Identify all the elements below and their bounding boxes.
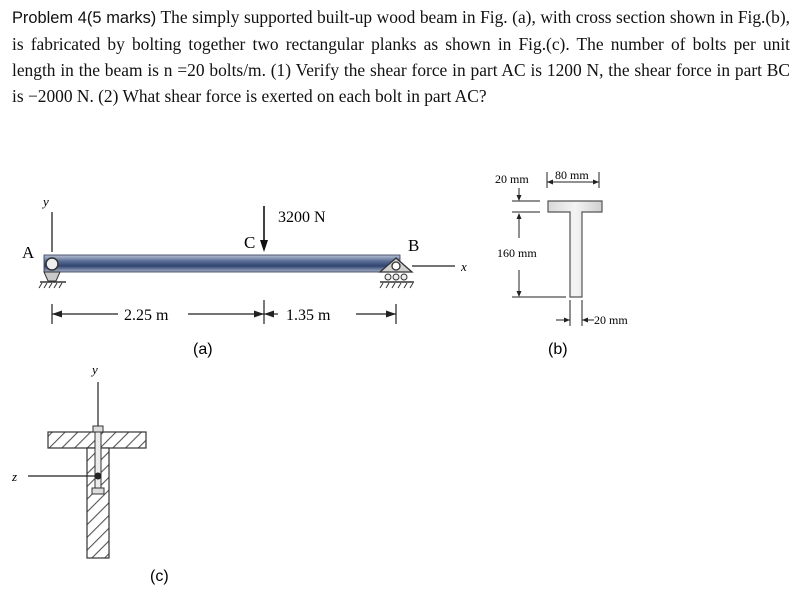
- dim-ac-label: 2.25 m: [124, 307, 169, 324]
- problem-body: The simply supported built-up wood beam in Fig. (a), with cross section shown in Fig.(b), is fabricated by bolting together two rectangular planks as shown in Fig.(c). The number of bolts per unit length in the beam is n =20 bolts/m. (1) Verify the shear force in part AC is 1200 N, the shear force in part BC is −2000 N. (2) What shear force is exerted on each bolt in part AC?: [12, 7, 791, 106]
- dim-web-width: 20 mm: [594, 313, 628, 327]
- load-arrowhead: [260, 240, 268, 252]
- caption-b: (b): [548, 341, 568, 358]
- problem-heading: Problem 4(5 marks): [12, 9, 157, 27]
- dim-cb-label: 1.35 m: [286, 307, 331, 324]
- figure-a-beam-diagram: [22, 194, 467, 358]
- caption-c: (c): [150, 568, 169, 585]
- label-C: C: [244, 233, 256, 252]
- figure-c-bolted-section: [11, 362, 169, 585]
- dim-flange-thickness: 20 mm: [495, 172, 529, 186]
- label-y: y: [43, 194, 49, 209]
- figure-b-cross-section: [495, 168, 628, 358]
- dim-flange-width: 80 mm: [555, 168, 589, 182]
- label-B: B: [408, 236, 420, 255]
- caption-a: (a): [193, 341, 213, 358]
- dim-web-height: 160 mm: [497, 246, 537, 260]
- label-x: x: [461, 259, 467, 274]
- label-A: A: [22, 243, 35, 262]
- dimension-lines: [52, 300, 396, 324]
- load-label: 3200 N: [278, 209, 326, 226]
- t-section-shape: [548, 201, 602, 297]
- label-y-c: y: [92, 362, 98, 377]
- beam: [44, 255, 400, 272]
- label-z-c: z: [12, 469, 18, 484]
